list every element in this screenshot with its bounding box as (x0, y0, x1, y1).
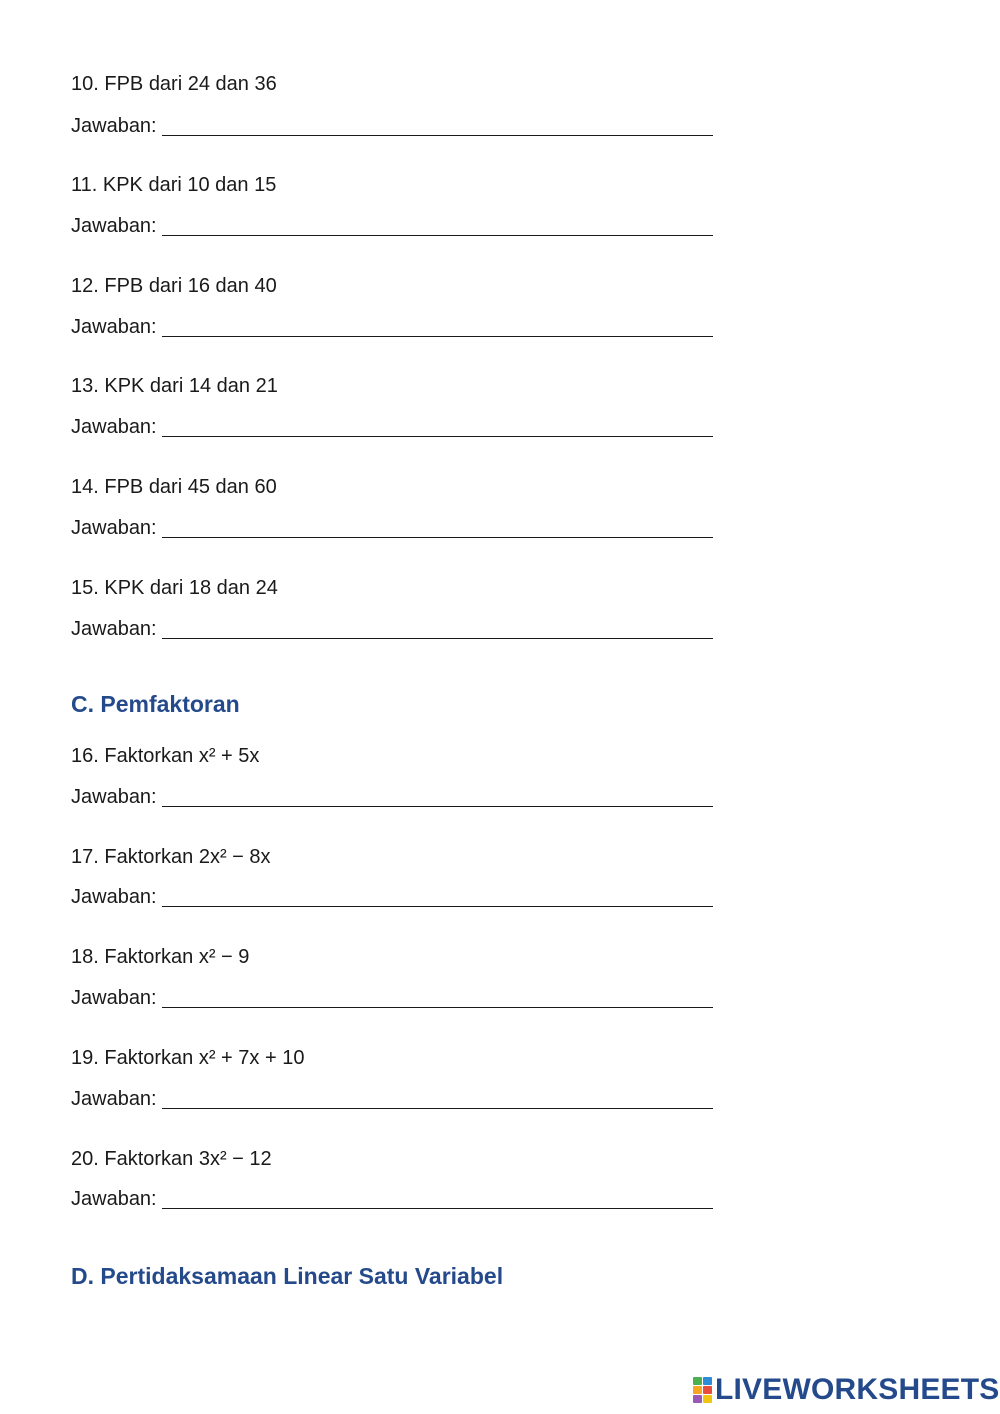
answer-line[interactable] (162, 436, 713, 437)
answer-line[interactable] (162, 1208, 713, 1209)
question-12: 12. FPB dari 16 dan 40 (71, 275, 277, 297)
answer-row-14[interactable] (71, 516, 713, 542)
question-13: 13. KPK dari 14 dan 21 (71, 375, 278, 397)
question-19: 19. Faktorkan x² + 7x + 10 (71, 1047, 305, 1069)
question-11: 11. KPK dari 10 dan 15 (71, 174, 277, 196)
answer-row-19[interactable] (71, 1087, 713, 1113)
question-14: 14. FPB dari 45 dan 60 (71, 476, 277, 498)
question-16: 16. Faktorkan x² + 5x (71, 745, 260, 767)
answer-row-12[interactable] (71, 315, 713, 341)
question-18: 18. Faktorkan x² − 9 (71, 946, 250, 968)
answer-label: Jawaban: (71, 1188, 157, 1210)
answer-label: Jawaban: (71, 416, 157, 438)
liveworksheets-logo-text: LIVEWORKSHEETS (715, 1373, 1000, 1406)
answer-row-13[interactable] (71, 415, 713, 441)
answer-row-20[interactable] (71, 1187, 713, 1213)
answer-line[interactable] (162, 336, 713, 337)
question-17: 17. Faktorkan 2x² − 8x (71, 846, 271, 868)
answer-line[interactable] (162, 1108, 713, 1109)
answer-label: Jawaban: (71, 316, 157, 338)
answer-row-11[interactable] (71, 214, 713, 240)
answer-line[interactable] (162, 1007, 713, 1008)
answer-line[interactable] (162, 906, 713, 907)
section-heading-c: C. Pemfaktoran (71, 691, 240, 717)
answer-label: Jawaban: (71, 1088, 157, 1110)
answer-label: Jawaban: (71, 786, 157, 808)
answer-row-15[interactable] (71, 617, 713, 643)
answer-line[interactable] (162, 806, 713, 807)
answer-label: Jawaban: (71, 987, 157, 1009)
answer-row-16[interactable] (71, 785, 713, 811)
answer-label: Jawaban: (71, 115, 157, 137)
answer-label: Jawaban: (71, 618, 157, 640)
question-20: 20. Faktorkan 3x² − 12 (71, 1148, 272, 1170)
answer-label: Jawaban: (71, 215, 157, 237)
liveworksheets-logo-icon (693, 1377, 713, 1403)
question-15: 15. KPK dari 18 dan 24 (71, 577, 278, 599)
section-heading-d: D. Pertidaksamaan Linear Satu Variabel (71, 1263, 504, 1289)
answer-label: Jawaban: (71, 886, 157, 908)
answer-row-17[interactable] (71, 885, 713, 911)
answer-line[interactable] (162, 638, 713, 639)
answer-row-10[interactable] (71, 114, 713, 140)
answer-line[interactable] (162, 135, 713, 136)
liveworksheets-brand[interactable] (693, 1373, 1000, 1407)
answer-line[interactable] (162, 235, 713, 236)
answer-label: Jawaban: (71, 517, 157, 539)
answer-line[interactable] (162, 537, 713, 538)
question-10: 10. FPB dari 24 dan 36 (71, 73, 277, 95)
answer-row-18[interactable] (71, 986, 713, 1012)
